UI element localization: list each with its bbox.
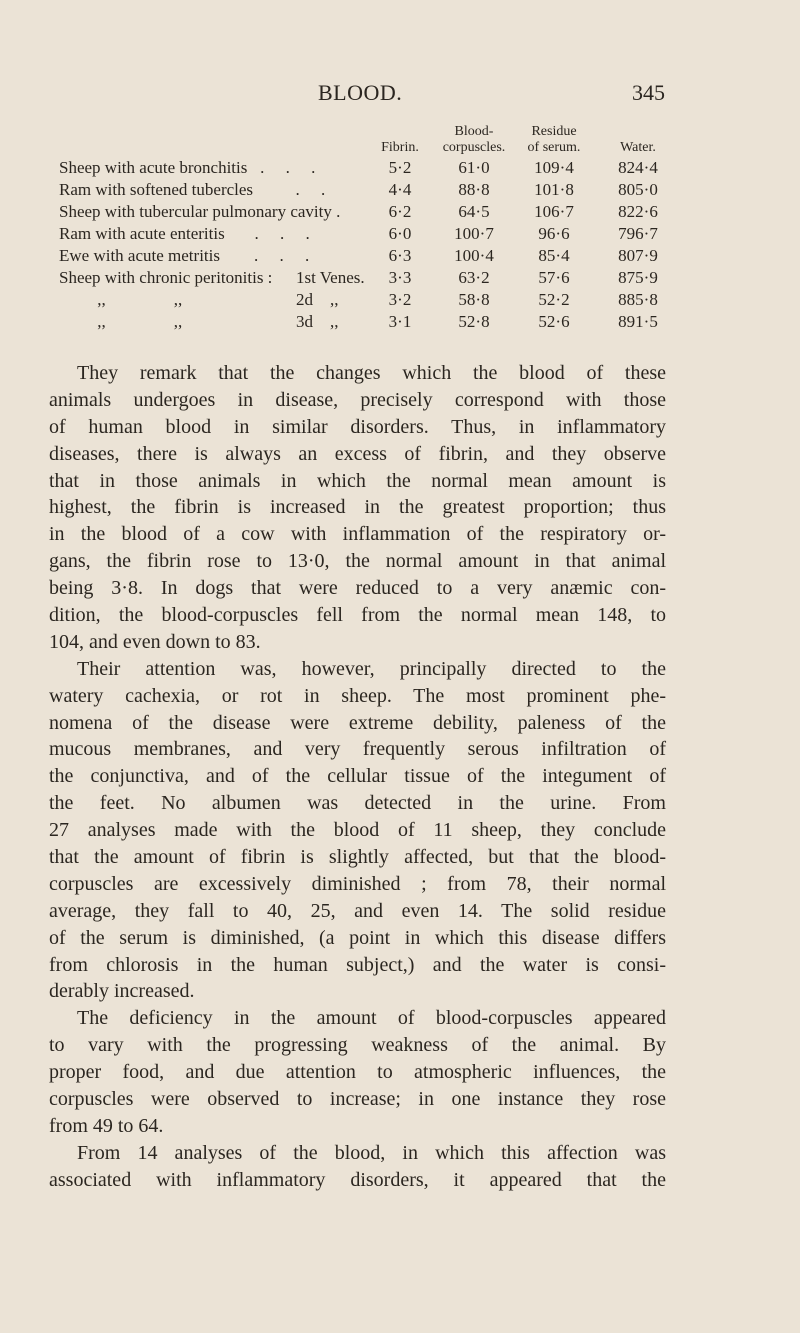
text-line: 27 analyses made with the blood of 11 sheep, they conclude — [49, 819, 666, 842]
cell-value: 891·5 — [618, 312, 658, 331]
cell-value: 100·4 — [454, 246, 494, 265]
row-label: Ram with softened tubercles . . — [59, 180, 326, 199]
text-line: associated with inflammatory disorders, it appeared that the — [49, 1168, 666, 1191]
page-number: 345 — [632, 80, 665, 105]
text-line: corpuscles were observed to increase; in one instance they rose — [49, 1088, 666, 1111]
text-line: watery cachexia, or rot in sheep. The most prominent phe- — [49, 684, 666, 707]
cell-value: 822·6 — [618, 202, 658, 221]
row-label: Ram with acute enteritis . . . — [59, 224, 310, 243]
text-line: 104, and even down to 83. — [49, 630, 261, 653]
text-line: of human blood in similar disorders. Thus, in inflammatory — [49, 415, 666, 438]
text-line: that in those animals in which the normal mean amount is — [49, 469, 666, 492]
cell-value: 805·0 — [618, 180, 658, 199]
cell-value: 4·4 — [388, 180, 412, 199]
row-sublabel: 3d ,, — [296, 312, 339, 331]
row-label: Sheep with chronic peritonitis : — [59, 268, 273, 287]
cell-value: 3·1 — [388, 312, 412, 331]
cell-value: 106·7 — [534, 202, 574, 221]
text-line: They remark that the changes which the blood of these — [77, 362, 666, 384]
paragraph — [49, 1005, 666, 1139]
cell-value: 3·3 — [388, 268, 412, 287]
cell-value: 52·2 — [538, 290, 570, 309]
text-line: the feet. No albumen was detected in the urine. From — [49, 792, 666, 815]
column-header — [588, 124, 688, 156]
text-line: average, they fall to 40, 25, and even 14. The solid residue — [49, 899, 666, 922]
cell-value: 52·6 — [538, 312, 570, 331]
text-line: the conjunctiva, and of the cellular tissue of the integument of — [49, 765, 666, 788]
row-label: ,, ,, — [59, 290, 183, 309]
text-line: of the serum is diminished, (a point in which this disease differs — [49, 926, 666, 949]
table-row — [59, 223, 679, 245]
cell-value: 6·0 — [388, 224, 412, 243]
column-header-line — [588, 124, 688, 140]
text-line: animals undergoes in disease, precisely correspond with those — [49, 388, 666, 411]
cell-value: 88·8 — [458, 180, 490, 199]
text-line: proper food, and due attention to atmospheric influences, the — [49, 1061, 666, 1084]
cell-value: 61·0 — [458, 158, 490, 177]
row-label: Sheep with acute bronchitis . . . — [59, 158, 316, 177]
cell-value: 807·9 — [618, 246, 658, 265]
text-line: gans, the fibrin rose to 13·0, the normal amount in that animal — [49, 550, 666, 573]
cell-value: 5·2 — [388, 158, 412, 177]
column-header-line: corpuscles. — [442, 140, 506, 155]
cell-value: 64·5 — [458, 202, 490, 221]
table-row — [59, 179, 679, 201]
text-line: dition, the blood-corpuscles fell from the normal mean 148, to — [49, 604, 666, 627]
text-line: diseases, there is always an excess of fibrin, and they observe — [49, 442, 666, 465]
column-header-line: Blood- — [454, 124, 494, 139]
cell-value: 96·6 — [538, 224, 570, 243]
table-row — [59, 311, 679, 333]
cell-value: 796·7 — [618, 224, 658, 243]
table-row — [59, 267, 679, 289]
text-line: From 14 analyses of the blood, in which this affection was — [77, 1141, 666, 1164]
row-label: Sheep with tubercular pulmonary cavity . — [59, 202, 341, 221]
cell-value: 824·4 — [618, 158, 658, 177]
text-line: derably increased. — [49, 980, 195, 1003]
column-header-line: Residue — [531, 124, 577, 139]
cell-value: 885·8 — [618, 290, 658, 309]
cell-value: 109·4 — [534, 158, 574, 177]
text-line: from 49 to 64. — [49, 1114, 164, 1137]
cell-value: 3·2 — [388, 290, 412, 309]
text-line: to vary with the progressing weakness of the animal. By — [49, 1034, 666, 1057]
row-label: ,, ,, — [59, 312, 183, 331]
row-label: Ewe with acute metritis . . . — [59, 246, 310, 265]
paragraph — [49, 656, 666, 1006]
body-text — [49, 360, 666, 1194]
paragraph — [49, 1140, 666, 1194]
cell-value: 101·8 — [534, 180, 574, 199]
cell-value: 63·2 — [458, 268, 490, 287]
column-header-line: Fibrin. — [381, 140, 419, 155]
text-line: nomena of the disease were extreme debility, paleness of the — [49, 711, 666, 734]
cell-value: 100·7 — [454, 224, 494, 243]
running-head — [0, 80, 800, 110]
chapter-title: BLOOD. — [318, 80, 403, 105]
text-line: highest, the fibrin is increased in the greatest proportion; thus — [49, 496, 666, 519]
table-row — [59, 245, 679, 267]
cell-value: 57·6 — [538, 268, 570, 287]
text-line: corpuscles are excessively diminished ; from 78, their normal — [49, 872, 666, 895]
row-sublabel: 2d ,, — [296, 290, 339, 309]
table-row — [59, 157, 679, 179]
cell-value: 6·2 — [388, 202, 412, 221]
column-header-line: Water. — [620, 140, 656, 155]
text-line: Their attention was, however, principally directed to the — [77, 657, 666, 680]
cell-value: 58·8 — [458, 290, 490, 309]
paragraph — [49, 360, 666, 656]
text-line: that the amount of fibrin is slightly affected, but that the blood- — [49, 846, 666, 869]
cell-value: 875·9 — [618, 268, 658, 287]
row-sublabel: 1st Venes. — [296, 268, 365, 287]
column-header-line: of serum. — [527, 140, 581, 155]
table-row — [59, 289, 679, 311]
cell-value: 6·3 — [388, 246, 412, 265]
text-line: being 3·8. In dogs that were reduced to a very anæmic con- — [49, 577, 666, 600]
text-line: in the blood of a cow with inflammation of the respiratory or- — [49, 523, 666, 546]
text-line: from chlorosis in the human subject,) and the water is consi- — [49, 953, 666, 976]
text-line: mucous membranes, and very frequently serous infiltration of — [49, 738, 666, 761]
table-row — [59, 201, 679, 223]
cell-value: 52·8 — [458, 312, 490, 331]
text-line: The deficiency in the amount of blood-corpuscles appeared — [77, 1007, 666, 1030]
cell-value: 85·4 — [538, 246, 570, 265]
